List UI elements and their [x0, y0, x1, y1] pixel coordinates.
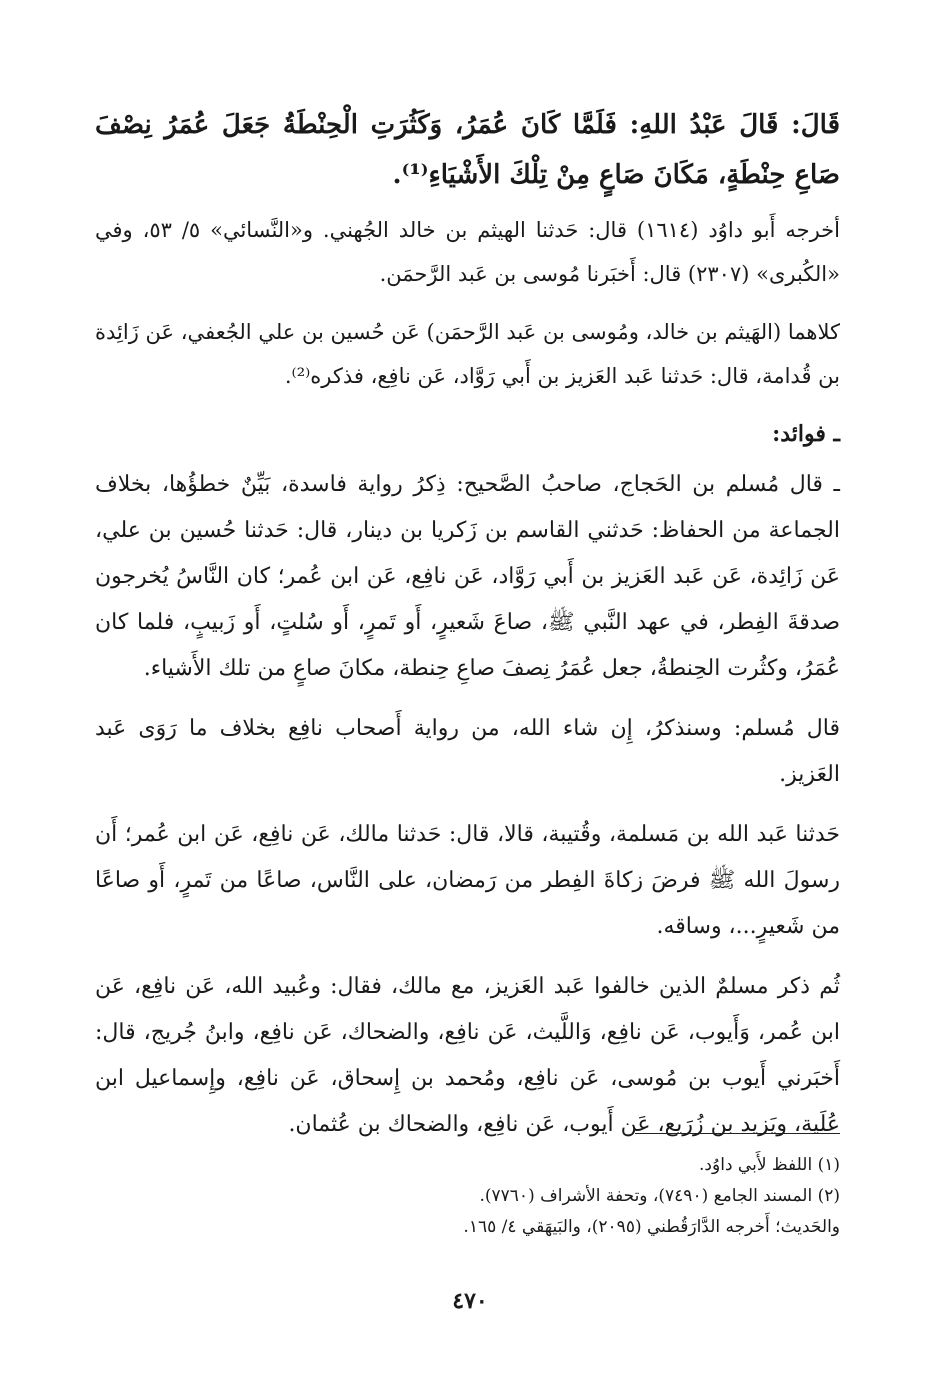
benefit-paragraph-1: ـ قال مُسلم بن الحَجاج، صاحبُ الصَّحيح: ذِكرُ رواية فاسدة، بَيِّنٌ خطؤُها، بخلاف الجماعة من الحفاظ: حَدثني القاسم بن زَكريا بن دينار، قال: حَدثنا حُسين بن علي، عَن زَائِدة، عَن عَبد العَزيز بن أَبي رَوَّاد، عَن نافِع، عَن ابن عُمر؛ كان النَّاسُ يُخرجون صدقةَ الفِطر، في عهد النَّبي ﷺ، صاعَ شَعيرٍ، أَو تَمرٍ، أَو سُلتٍ، أَو زَبيبٍ، فلما كان عُمَرُ، وكثُرت الحِنطةُ، جعل عُمَرُ نِصفَ صاعِ حِنطة، مكانَ صاعٍ من تلك الأَشياء.: [95, 472, 840, 681]
benefit-paragraph-4: ثُم ذكر مسلمٌ الذين خالفوا عَبد العَزيز، مع مالك، فقال: وعُبيد الله، عَن نافِع، عَن ابن عُمر، وَأَيوب، عَن نافِع، وَاللَّيث، عَن نافِع، والضحاك، عَن نافِع، وابنُ جُريج، قال: أَخبَرني أَيوب بن مُوسى، عَن نافِع، ومُحمد بن إِسحاق، عَن نافِع، وإِسماعيل ابن عُلَية، ويَزيد بن زُرَيع، عَن أَيوب، عَن نافِع، والضحاك بن عُثمان.: [95, 974, 840, 1137]
hadith-text: قَالَ: قَالَ عَبْدُ اللهِ: فَلَمَّا كَانَ عُمَرُ، وَكَثُرَتِ الْحِنْطَةُ جَعَلَ عُمَرُ نِصْفَ صَاعِ حِنْطَةٍ، مَكَانَ صَاعٍ مِنْ تِلْكَ الأَشْيَاءِ⁽¹⁾.: [95, 110, 840, 190]
page-number: ٤٧٠: [452, 1288, 488, 1314]
takhrij-paragraph-1: أخرجه أَبو داوُد (١٦١٤) قال: حَدثنا الهيثم بن خالد الجُهني. و«النَّسائي» ٥/ ٥٣، وفي «الكُبرى» (٢٣٠٧) قال: أَخبَرنا مُوسى بن عَبد الرَّحمَن.: [95, 218, 840, 286]
footnote-1: (١) اللفظ لأَبي داوُد.: [699, 1155, 840, 1175]
takhrij-paragraph-2: كلاهما (الهَيثم بن خالد، ومُوسى بن عَبد الرَّحمَن) عَن حُسين بن علي الجُعفي، عَن زَائِدة بن قُدامة، قال: حَدثنا عَبد العَزيز بن أَبي رَوَّاد، عَن نافِع، فذكره⁽²⁾.: [95, 320, 840, 388]
benefits-heading: ـ فوائد:: [772, 421, 840, 447]
page-body: [95, 100, 840, 1162]
footnotes: [100, 1150, 840, 1243]
benefit-paragraph-2: قال مُسلم: وسنذكرُ، إِن شاء الله، من رواية أَصحاب نافِع بخلاف ما رَوَى عَبد العَزيز.: [95, 716, 840, 787]
footnote-separator: [635, 1133, 840, 1134]
footnote-2: (٢) المسند الجامع (٧٤٩٠)، وتحفة الأشراف (٧٧٦٠).: [479, 1186, 840, 1206]
footnote-2-continued: والحَديث؛ أَخرجه الدَّارَقُطني (٢٠٩٥)، والبَيهَقي ٤/ ١٦٥.: [463, 1217, 840, 1237]
benefit-paragraph-3: حَدثنا عَبد الله بن مَسلمة، وقُتيبة، قالا، قال: حَدثنا مالك، عَن نافِع، عَن ابن عُمر؛ أَن رسولَ الله ﷺ فرضَ زكاةَ الفِطر من رَمضان، على النَّاس، صاعًا من تَمرٍ، أَو صاعًا من شَعيرٍ...، وساقه.: [95, 822, 840, 939]
